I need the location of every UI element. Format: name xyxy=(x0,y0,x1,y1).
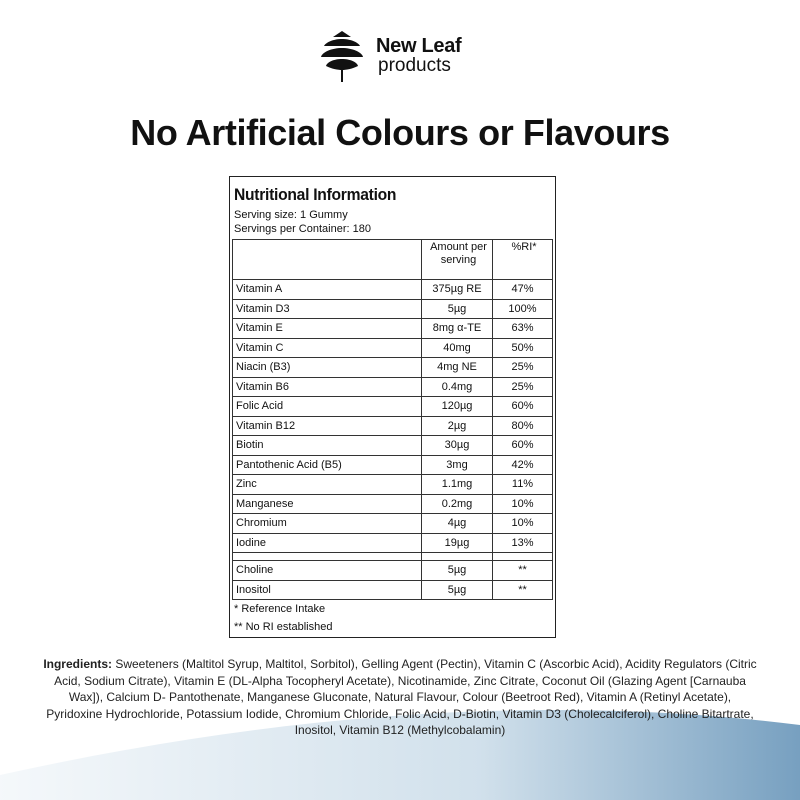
table-spacer-row xyxy=(233,553,553,561)
nutrient-name: Pantothenic Acid (B5) xyxy=(233,455,422,475)
nutrient-amount: 0.4mg xyxy=(422,377,493,397)
nutrient-amount: 120µg xyxy=(422,397,493,417)
nutrient-ri: 25% xyxy=(493,377,553,397)
table-row xyxy=(233,494,553,514)
nutrient-amount: 5µg xyxy=(422,580,493,600)
nutrient-amount: 4µg xyxy=(422,514,493,534)
nutrient-amount: 1.1mg xyxy=(422,475,493,495)
brand-logo xyxy=(320,26,490,86)
nutrient-name: Zinc xyxy=(233,475,422,495)
nutrient-name: Vitamin C xyxy=(233,338,422,358)
serving-size: Serving size: 1 Gummy xyxy=(234,209,348,221)
nutrient-name: Niacin (B3) xyxy=(233,358,422,378)
nutrient-amount: 375µg RE xyxy=(422,280,493,300)
nutrient-amount: 19µg xyxy=(422,533,493,553)
nutrient-ri: 10% xyxy=(493,514,553,534)
footnote-no-ri: ** No RI established xyxy=(234,621,333,633)
nutrient-ri: 80% xyxy=(493,416,553,436)
nutrient-amount: 8mg α-TE xyxy=(422,319,493,339)
col-ri: %RI* xyxy=(493,240,553,280)
nutrient-ri: 10% xyxy=(493,494,553,514)
table-row xyxy=(233,397,553,417)
nutrient-name: Chromium xyxy=(233,514,422,534)
nutrient-amount: 40mg xyxy=(422,338,493,358)
nutrient-name: Folic Acid xyxy=(233,397,422,417)
nutrient-name: Choline xyxy=(233,561,422,581)
nutrient-name: Inositol xyxy=(233,580,422,600)
servings-per-container: Servings per Container: 180 xyxy=(234,223,371,235)
nutrient-ri: ** xyxy=(493,561,553,581)
page-headline: No Artificial Colours or Flavours xyxy=(130,112,670,153)
ingredients-label: Ingredients: xyxy=(43,657,112,671)
nutrient-name: Vitamin B6 xyxy=(233,377,422,397)
table-row xyxy=(233,533,553,553)
nutrient-ri: 42% xyxy=(493,455,553,475)
table-row xyxy=(233,280,553,300)
nutrient-ri: 60% xyxy=(493,436,553,456)
panel-title: Nutritional Information xyxy=(234,185,397,204)
table-row xyxy=(233,514,553,534)
nutrient-name: Vitamin A xyxy=(233,280,422,300)
nutrient-ri: 11% xyxy=(493,475,553,495)
nutrient-ri: 25% xyxy=(493,358,553,378)
nutrient-name: Biotin xyxy=(233,436,422,456)
leaf-tree-icon xyxy=(320,29,364,83)
table-row xyxy=(233,338,553,358)
nutrient-ri: 63% xyxy=(493,319,553,339)
col-amount: Amount per serving xyxy=(422,240,493,280)
nutrient-amount: 5µg xyxy=(422,299,493,319)
nutrient-name: Vitamin B12 xyxy=(233,416,422,436)
nutrient-ri: 100% xyxy=(493,299,553,319)
brand-name: New Leaf xyxy=(376,35,462,57)
nutrient-ri: 50% xyxy=(493,338,553,358)
nutrient-name: Vitamin E xyxy=(233,319,422,339)
nutrient-name: Manganese xyxy=(233,494,422,514)
table-row xyxy=(233,580,553,600)
nutrient-amount: 4mg NE xyxy=(422,358,493,378)
nutrient-amount: 2µg xyxy=(422,416,493,436)
nutrient-ri: 60% xyxy=(493,397,553,417)
table-row xyxy=(233,561,553,581)
table-row xyxy=(233,358,553,378)
nutrient-ri: 47% xyxy=(493,280,553,300)
ingredients-text xyxy=(40,656,760,739)
table-row xyxy=(233,455,553,475)
nutrient-name: Vitamin D3 xyxy=(233,299,422,319)
footnote-reference-intake: * Reference Intake xyxy=(234,603,326,615)
nutrient-amount: 5µg xyxy=(422,561,493,581)
nutrient-name: Iodine xyxy=(233,533,422,553)
table-row xyxy=(233,436,553,456)
table-row xyxy=(233,319,553,339)
table-row xyxy=(233,299,553,319)
col-nutrient xyxy=(233,240,422,280)
nutrient-ri: ** xyxy=(493,580,553,600)
table-row xyxy=(233,377,553,397)
nutrient-amount: 0.2mg xyxy=(422,494,493,514)
nutrition-panel xyxy=(229,176,556,638)
ingredients-list: Sweeteners (Maltitol Syrup, Maltitol, Sorbitol), Gelling Agent (Pectin), Vitamin C (Ascorbic Acid), Acidity Regulators (Citric Acid, Sodium Citrate), Vitamin E (DL-Alpha Tocopheryl Acetate), Nicotinamide, Zinc Citrate, Coconut Oil (Glazing Agent [Carnauba Wax]), Calcium D- Pantothenate, Manganese Gluconate, Natural Flavour, Colour (Beetroot Red), Vitamin A (Retinyl Acetate), Pyridoxine Hydrochloride, Potassium Iodide, Chromium Chloride, Folic Acid, D-Biotin, Vitamin D3 (Cholecalciferol), Choline Bitartrate, Inositol, Vitamin B12 (Methylcobalamin) xyxy=(46,657,757,737)
nutrition-table xyxy=(232,239,553,600)
nutrient-amount: 3mg xyxy=(422,455,493,475)
nutrient-amount: 30µg xyxy=(422,436,493,456)
nutrient-ri: 13% xyxy=(493,533,553,553)
table-row xyxy=(233,416,553,436)
brand-subtitle: products xyxy=(378,55,451,76)
table-row xyxy=(233,475,553,495)
